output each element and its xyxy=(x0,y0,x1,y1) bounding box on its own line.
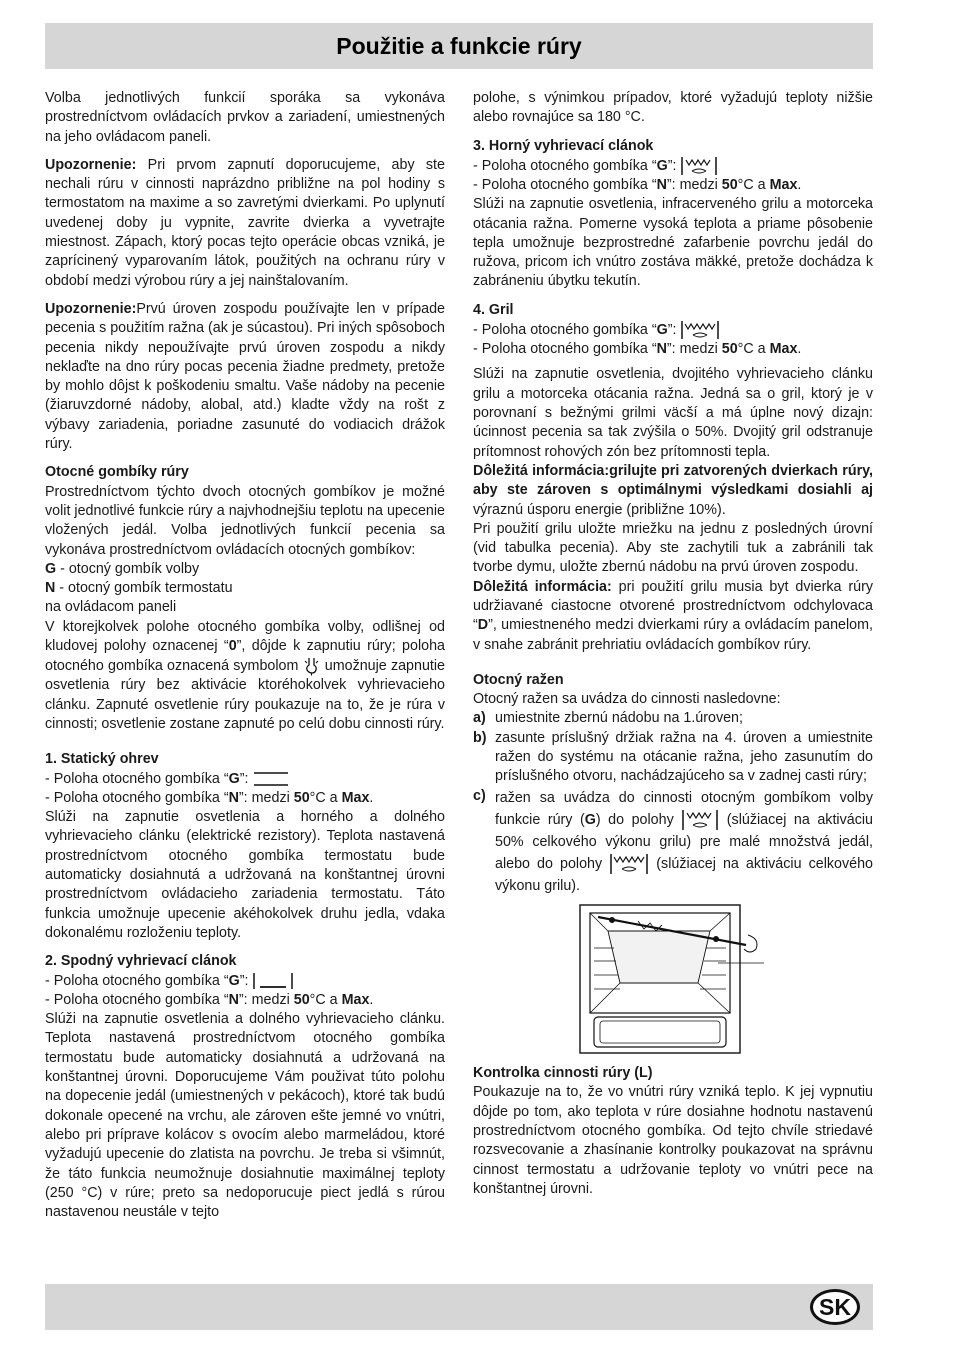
knob-key: G xyxy=(656,321,668,338)
text-run: výraznú úsporu energie (približne 10%). xyxy=(473,501,726,518)
section-heading: 1. Statický ohrev xyxy=(45,751,159,768)
right-column xyxy=(473,89,873,1208)
warning-paragraph-1 xyxy=(45,156,445,291)
section-text: Poukazuje na to, že vo vnútri rúry vzniká teplo. K jej vypnutiu dôjde po tom, ako teplota v rúre dosiahne hodnotu nastavenú prostredníctvom otocného gombíka. Od tejto chvíle striedavé rozsvecovanie a zhasínanie kontrolky poukazovat na správnu cinnost termostatu a udržovanie teploty vo vnútri pece na konštantnej úrovni. xyxy=(473,1084,873,1197)
position-g-line xyxy=(45,770,445,789)
text-run: ražen sa uvádza do cinnosti otocným gombíkom volby funkcie rúry ( xyxy=(495,789,873,828)
list-text xyxy=(495,787,873,897)
list-item xyxy=(473,709,873,728)
warning-label: Upozornenie: xyxy=(45,156,137,173)
text-run: (slúžiacej na aktiváciu celkového výkonu grilu). xyxy=(495,855,873,895)
knob-key: G xyxy=(228,972,240,989)
knob-key: N xyxy=(228,789,239,806)
footer-bar xyxy=(45,1284,873,1330)
knob-key: N xyxy=(656,176,667,193)
text-run: V ktorejkolvek polohe otocného gombíka volby, odlišnej od kludovej polohy oznacenej “ xyxy=(45,618,445,655)
text-run: - Poloha otocného gombíka “ xyxy=(45,770,229,787)
text-run: . xyxy=(797,341,802,358)
section-heading: 4. Gril xyxy=(473,301,514,318)
oven-spit-illustration xyxy=(578,903,768,1058)
text-run: pri použití grilu musia byt dvierka rúry udržiavané ciastocne otvorené prostredníctvom odchylovaca “ xyxy=(473,578,873,634)
section-heading: 3. Horný vyhrievací clánok xyxy=(473,137,654,154)
important-label: Dôležitá informácia:grilujte pri zatvorených dvierkach rúry, aby ste zároven s optimálnymi výsledkami dosiahli aj xyxy=(473,462,873,499)
position-g-line xyxy=(473,320,873,340)
text-run: - Poloha otocného gombíka “ xyxy=(473,321,657,338)
zero-position: 0 xyxy=(228,638,237,655)
position-g-line xyxy=(45,972,445,991)
section-heading: 2. Spodný vyhrievací clánok xyxy=(45,953,237,970)
list-key: a) xyxy=(473,710,486,727)
position-g-line xyxy=(473,156,873,176)
section-text: Pri použití grilu uložte mriežku na jednu z posledných úrovní (vid tabulka pecenia). Aby ste zachytili tuk a zabránili tak tvorbe dymu, uložte zbernú nádobu na prvú úroven zospodu. xyxy=(473,520,873,576)
double-grill-symbol-icon xyxy=(680,320,720,340)
text-run: °C a xyxy=(737,341,770,358)
text-run: ”: medzi xyxy=(666,176,722,193)
knobs-text: Prostredníctvom týchto dvoch otocných gombíkov je možné volit jednotlivé funkcie rúry a najvhodnejšiu teplotu na upecenie vložených jedál. Volba jednotlivých funkcií pecenia sa vykonáva prostredníctvom ovládacích otocných gombíkov: xyxy=(45,483,445,558)
temp-min: 50 xyxy=(721,341,738,358)
spit-steps xyxy=(473,709,873,897)
temp-max: Max xyxy=(341,991,370,1008)
knob-panel-line: na ovládacom paneli xyxy=(45,599,177,616)
section-text: Slúži na zapnutie osvetlenia a dolného vyhrievacieho clánku. Teplota nastavená prostredníctvom otocného gombíka termostatu bude automaticky dosiahnutá a udržovaná na konštantnej úrovni. Doporucujeme Vám použivat túto polohu na dopecenie jedál (umiestnených v pekácoch), ktoré tak budú dokonale opecené na vrchu, ale zároven ešte jemné vo vnútri, alebo pri príprave kolácov s ovocím alebo marmeládou, ktoré vyžadujú upecenie do zlatista na povrchu. Je treba si všimnút, že táto funkcia neumožnuje dosiahnutie maximálnej teploty (250 °C) v rúre; preto sa nedoporucuje piect jedlá s rúrou nastavenou neustále v tejto xyxy=(45,1011,445,1221)
bottom-element-section xyxy=(45,952,445,1222)
temp-min: 50 xyxy=(721,176,738,193)
knob-n-line xyxy=(45,579,445,598)
section-heading: Otocné gombíky rúry xyxy=(45,464,189,481)
position-n-line xyxy=(473,340,873,359)
section-heading: Otocný ražen xyxy=(473,671,564,688)
text-run: ”: xyxy=(239,770,253,787)
text-run: °C a xyxy=(737,176,770,193)
section-text: Slúži na zapnutie osvetlenia, dvojitého vyhrievacieho clánku grilu a motorceka otácania ražna. Jedná sa o gril, ktorý je v porovnaní s bežnými grilmi väcší a má úplne nový dizajn: úcinnost pecenia sa tak zvýšila o 50%. Dvojitý gril odstranuje prítomnost rohových zón bez prítomnosti tepla. xyxy=(473,366,873,460)
knob-key: N xyxy=(45,580,56,597)
list-item xyxy=(473,787,873,897)
left-column xyxy=(45,89,445,1222)
important-note-2 xyxy=(473,578,873,655)
intro-paragraph: Volba jednotlivých funkcií sporáka sa vykonáva prostredníctvom ovládacích prvkov a zariadení, umiestnených na jeho ovládacom paneli. xyxy=(45,90,445,145)
list-text: umiestnite zbernú nádobu na 1.úroven; xyxy=(495,710,743,727)
text-run: - Poloha otocného gombíka “ xyxy=(45,972,229,989)
text-run: - Poloha otocného gombíka “ xyxy=(45,991,229,1008)
knobs-section xyxy=(45,463,445,734)
spit-intro: Otocný ražen sa uvádza do cinnosti nasledovne: xyxy=(473,691,781,708)
knob-key: G xyxy=(584,811,596,828)
list-item xyxy=(473,729,873,787)
text-run: - Poloha otocného gombíka “ xyxy=(473,341,657,358)
text-run: umožnuje zapnutie osvetlenia rúry bez aktivácie ktoréhokolvek vyhrievacieho clánku. Zapnuté osvetlenie rúry poukazuje na to, že je rúra v cinnosti; osvetlenie zostane zapnuté po celú dobu cinnosti rúry. xyxy=(45,658,445,732)
continued-text: polohe, s výnimkou prípadov, ktoré vyžadujú teploty nižšie alebo rovnajúce sa 180 °C. xyxy=(473,90,873,126)
top-element-symbol-icon xyxy=(680,156,718,176)
temp-min: 50 xyxy=(293,789,310,806)
important-label: Dôležitá informácia: xyxy=(473,578,612,595)
text-run: ”: medzi xyxy=(238,789,294,806)
temp-max: Max xyxy=(769,341,798,358)
knob-desc: - otocný gombík termostatu xyxy=(55,580,233,597)
text-run: ”, dôjde k zapnutiu rúry; poloha otocného gombíka oznacená symbolom xyxy=(45,638,445,675)
position-n-line xyxy=(473,176,873,195)
list-key: b) xyxy=(473,729,487,746)
page-title: Použitie a funkcie rúry xyxy=(336,32,582,59)
static-heating-section xyxy=(45,750,445,943)
section-text: Slúži na zapnutie osvetlenia a horného a dolného vyhrievacieho clánku (elektrické rezistory). Teplota nastavená prostredníctvom otocného gombíka termostatu bude automaticky dosiahnutá a udržovaná na konštantnej úrovni prostredníctvom ovládacieho zariadenia termostatu. Táto funkcia umožnuje upecenie akéhokolvek druhu jedla, vdaka dokonalému rozloženiu teploty. xyxy=(45,809,445,941)
text-run: . xyxy=(369,789,374,806)
text-run: - Poloha otocného gombíka “ xyxy=(473,157,657,174)
top-element-section xyxy=(473,137,873,292)
text-run: ”: medzi xyxy=(666,341,722,358)
knob-key: N xyxy=(656,341,667,358)
position-n-line xyxy=(45,789,445,808)
warning-text: Pri prvom zapnutí doporucujeme, aby ste nechali rúru v cinnosti naprázdno približne na pol hodiny s termostatom na maxime a so zavretými dvierkami. Po uplynutí uvedenej doby ju vypnite, zavrite dvierka a vyvetrajte miestnost. Zápach, ktorý pocas tejto operácie obcas vzniká, je zaprícinený vyparovaním látok, použitých na ochranu rúry v období medzi výrobou rúry a jej nainštalovaním. xyxy=(45,156,445,289)
top-element-symbol-icon xyxy=(681,809,719,831)
knob-desc: - otocný gombík volby xyxy=(56,560,200,577)
list-text: zasunte príslušný držiak ražna na 4. úroven a umiestnite ražen do systému na otácanie ražna, jeho zasunutím do príslušného otvoru, nachádzajúceho sa v zadnej casti rúry; xyxy=(495,729,873,785)
temp-max: Max xyxy=(341,789,370,806)
temp-max: Max xyxy=(769,176,798,193)
list-key: c) xyxy=(473,787,486,804)
lamp-section xyxy=(473,1064,873,1199)
text-run: . xyxy=(797,176,802,193)
knob-key: G xyxy=(45,560,57,577)
deflector-key: D xyxy=(477,617,489,634)
warning-text: Prvú úroven zospodu používajte len v prípade pecenia s použitím ražna (ak je súcastou). Pri iných spôsoboch pecenia nikdy nepoužívajte prvú úroven zospodu a nikdy neklaďte na dno rúry pocas pecenia žiadne predmety, pretože by mohlo dôjst k poškodeniu smaltu. Vaše nádoby na pecenie (žiaruvzdorné nádoby, alobal, atd.) kladte vždy na rošt z výbavy zariadenia, poriadne zasunuté do vodiacich drážok rúry. xyxy=(45,300,445,453)
warning-label: Upozornenie: xyxy=(45,300,137,317)
knobs-text-2 xyxy=(45,618,445,735)
lamp-symbol-icon xyxy=(303,656,321,676)
knob-key: G xyxy=(228,770,240,787)
text-run: (slúžiacej na aktiváciu 50% celkového výkonu grilu) pre malé množstvá jedál, alebo do polohy xyxy=(495,811,873,872)
important-note-1 xyxy=(473,462,873,520)
section-heading: Kontrolka cinnosti rúry (L) xyxy=(473,1065,653,1082)
knob-key: G xyxy=(656,157,668,174)
text-run: ) do polohy xyxy=(595,811,682,828)
text-run: ”, umiestneného medzi dvierkami rúry a ovládacím panelom, v snahe zabránit prehriatiu ovládacích gombíkov rúry. xyxy=(473,617,873,653)
header-bar xyxy=(45,23,873,69)
static-heating-symbol-icon xyxy=(252,771,290,787)
text-run: °C a xyxy=(309,991,342,1008)
text-run: . xyxy=(369,991,374,1008)
section-text: Slúži na zapnutie osvetlenia, infracerveného grilu a motorceka otácania ražna. Pomerne vysoká teplota a priame pôsobenie tepla umožnuje bezprostredné zafarbenie povrchu jedál do ružova, pricom ich vnútro zostáva mäkké, pretože dochádza k zabráneniu úbytku tekutín. xyxy=(473,196,873,290)
text-run: - Poloha otocného gombíka “ xyxy=(45,789,229,806)
position-n-line xyxy=(45,991,445,1010)
text-run: ”: xyxy=(667,157,681,174)
text-run: °C a xyxy=(309,789,342,806)
double-grill-symbol-icon xyxy=(609,853,649,875)
text-run: ”: xyxy=(239,972,253,989)
bottom-element-symbol-icon xyxy=(252,972,294,990)
grill-section xyxy=(473,301,873,655)
text-run: ”: medzi xyxy=(238,991,294,1008)
knob-key: N xyxy=(228,991,239,1008)
knob-g-line xyxy=(45,560,445,579)
spit-section xyxy=(473,671,873,1058)
text-run: - Poloha otocného gombíka “ xyxy=(473,176,657,193)
temp-min: 50 xyxy=(293,991,310,1008)
language-badge: SK xyxy=(810,1289,860,1325)
warning-paragraph-2 xyxy=(45,300,445,454)
text-run: ”: xyxy=(667,321,681,338)
